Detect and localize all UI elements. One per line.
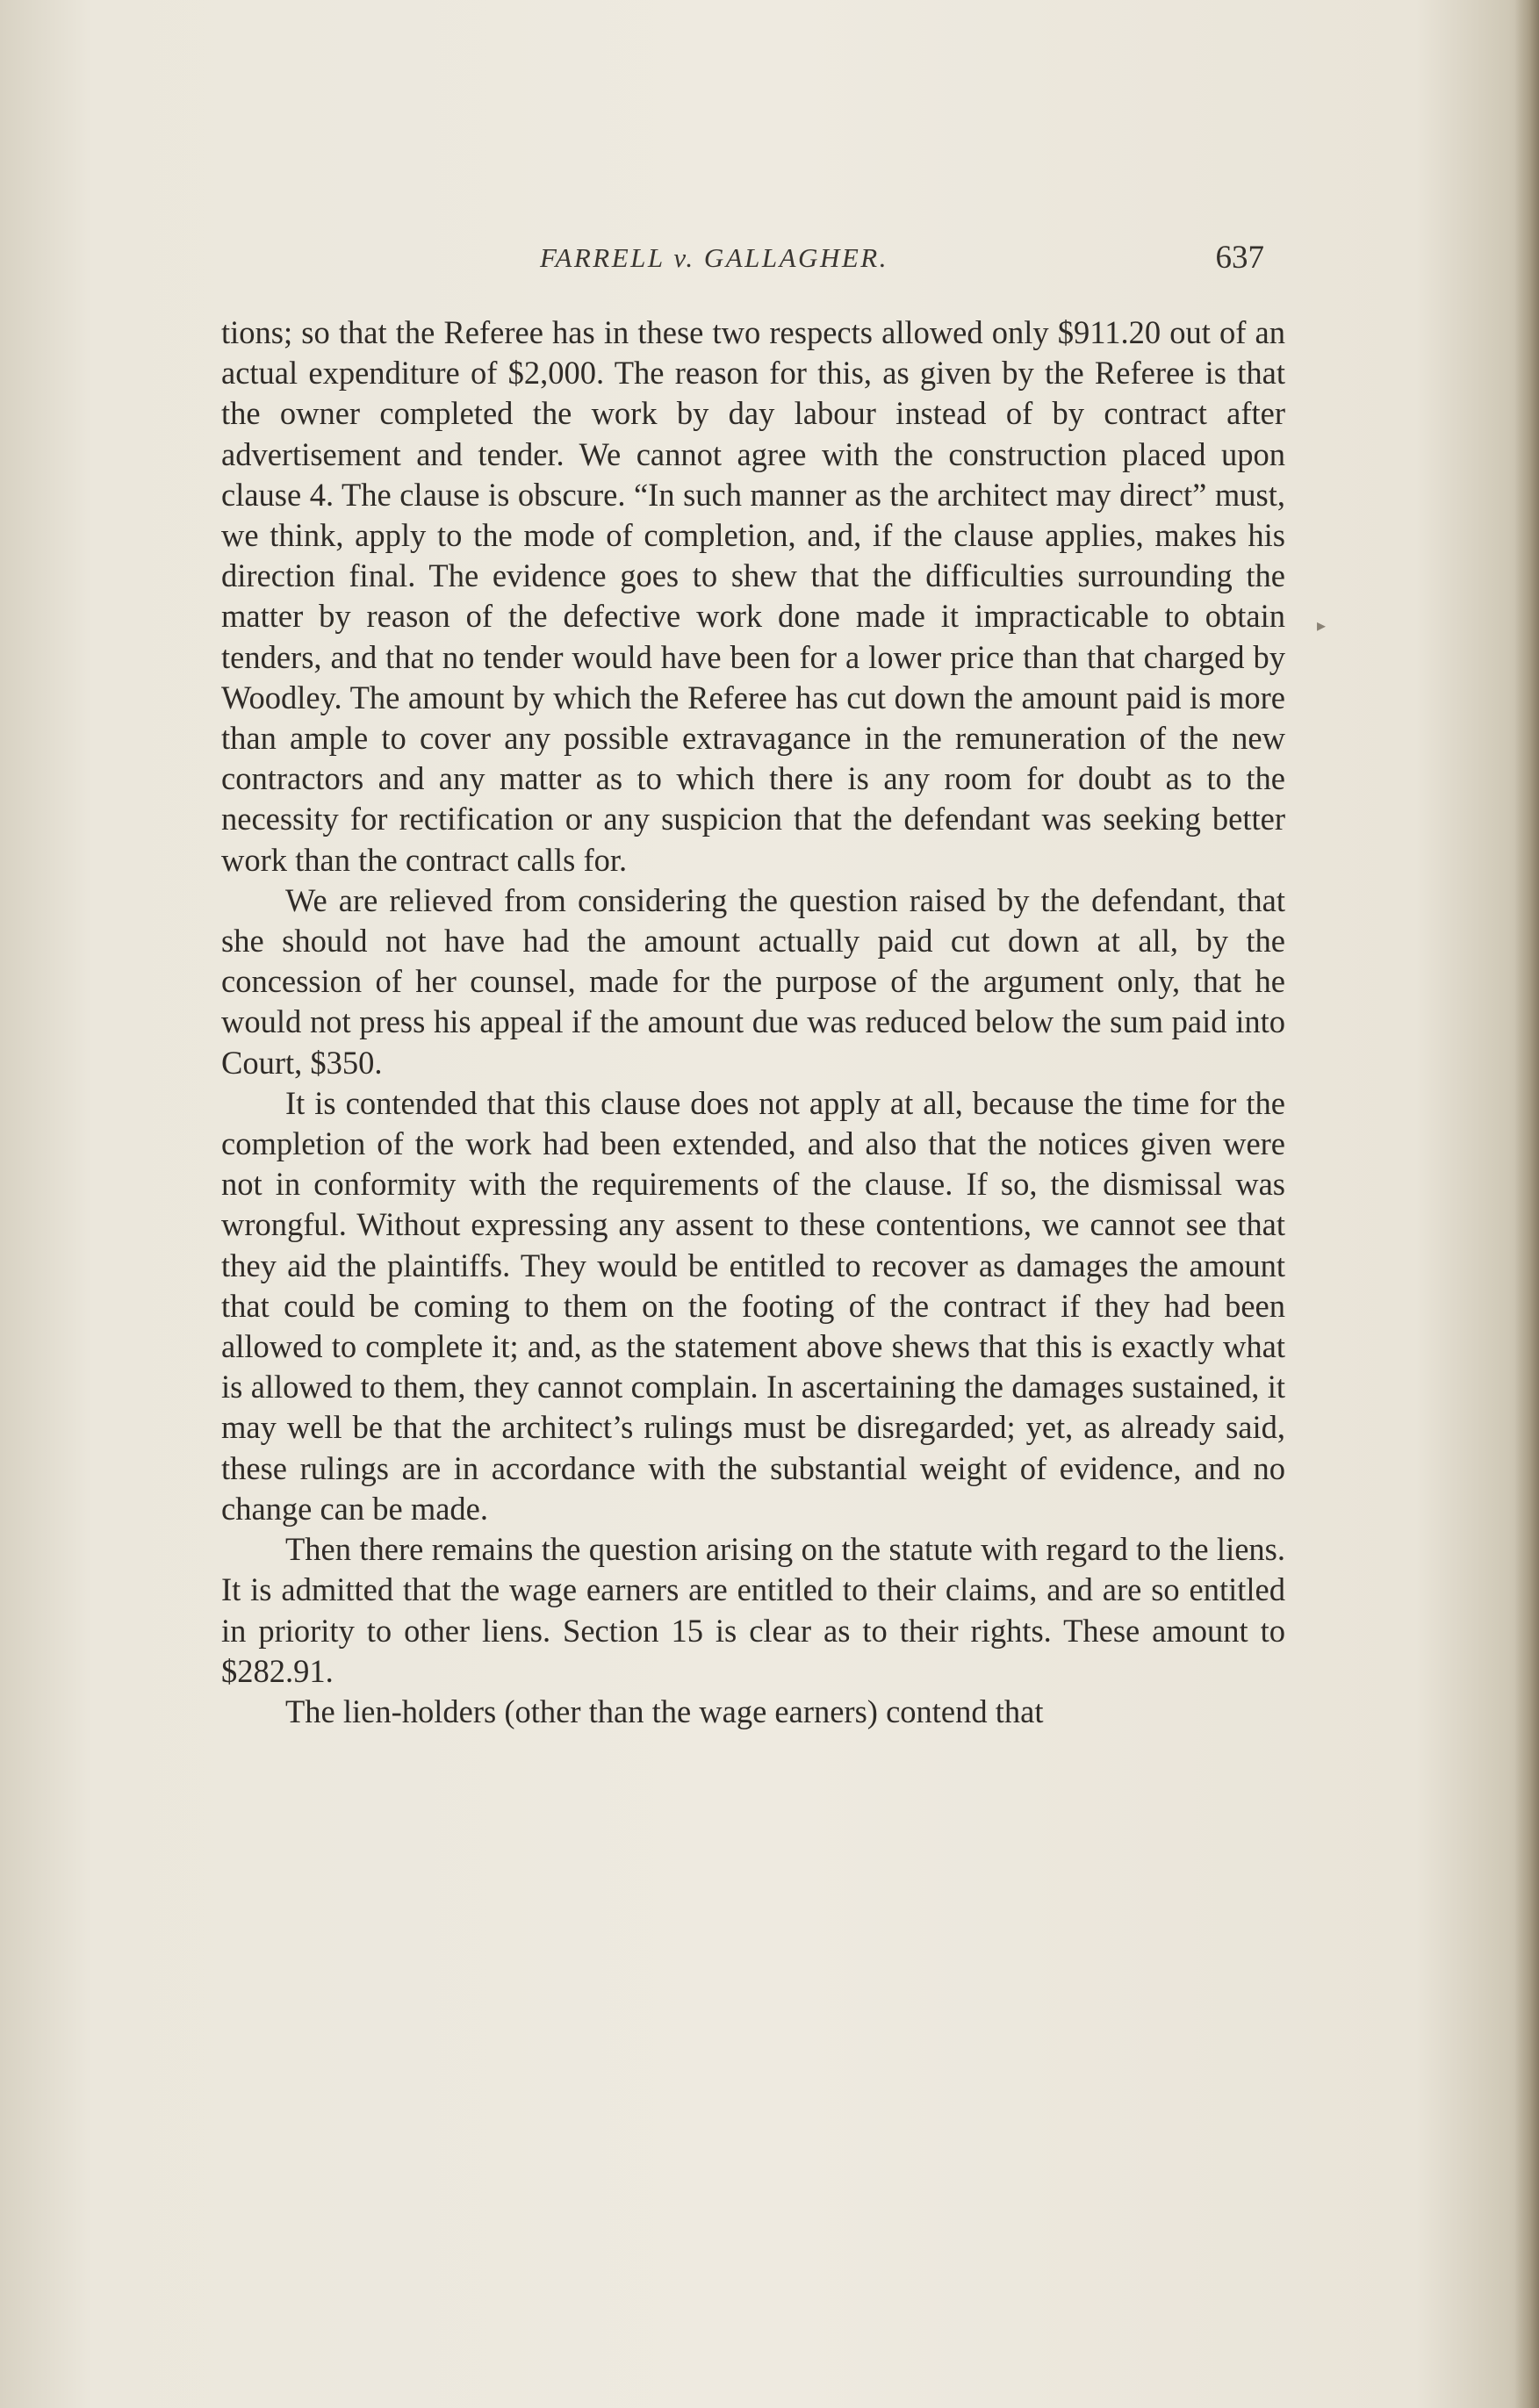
page-edge-shadow [1514, 0, 1539, 2408]
paragraph-concession: We are relieved from considering the question raised by the defendant, that she should not have had the amount actually paid cut down at all, by the concession of her counsel, made for the purpose of the argument only, that he would not press his appeal if the amount due was reduced below the sum paid into Court, $350. [221, 881, 1285, 1081]
paragraph-lien-holders: The lien-holders (other than the wage earners) contend that [285, 1693, 1044, 1729]
paragraph-continuation: tions; so that the Referee has in these two respects allowed only $911.20 out of an actual expenditure of $2,000. The reason for this, as given by the Referee is that the owner completed the work by day labour instead of by contract after advertisement and tender. We cannot agree with the construction placed upon clause 4. The clause is obscure. “In such manner as the architect may direct” must, we think, apply to the mode of completion, and, if the clause applies, makes his direction final. The evidence goes to shew that the difficulties surrounding the matter by reason of the defective work done made it impracticable to obtain tenders, and that no tender would have been for a lower price than that charged by Woodley. The amount by which the Referee has cut down the amount paid is more than ample to cover any possible extravagance in the remuneration of the new contractors and any matter as to which there is any room for doubt as to the necessity for rectification or any suspicion that the defendant was seeking better work than the contract calls for. [221, 314, 1285, 878]
margin-mark: ▸ [1317, 616, 1327, 636]
page-number: 637 [1215, 240, 1264, 276]
running-head-title: FARRELL v. GALLAGHER. [540, 242, 888, 273]
body-text [221, 313, 1285, 1732]
paragraph-dismissal: It is contended that this clause does not apply at all, because the time for the completion of the work had been extended, and also that the notices given were not in conformity with the requirements of the clause. If so, the dismissal was wrongful. Without expressing any assent to these contentions, we cannot see that they aid the plaintiffs. They would be entitled to recover as damages the amount that could be coming to them on the footing of the contract if they had been allowed to complete it; and, as the statement above shews that this is exactly what is allowed to them, they cannot complain. In ascertaining the damages sustained, it may well be that the architect’s rulings must be disregarded; yet, as already said, these rulings are in accordance with the substantial weight of evidence, and no change can be made. [221, 1084, 1285, 1527]
paragraph-liens: Then there remains the question arising on the statute with regard to the liens. It is admitted that the wage earners are entitled to their claims, and are so entitled in priority to other liens. Section 15 is clear as to their rights. These amount to $282.91. [221, 1531, 1285, 1689]
running-head [219, 242, 1273, 284]
